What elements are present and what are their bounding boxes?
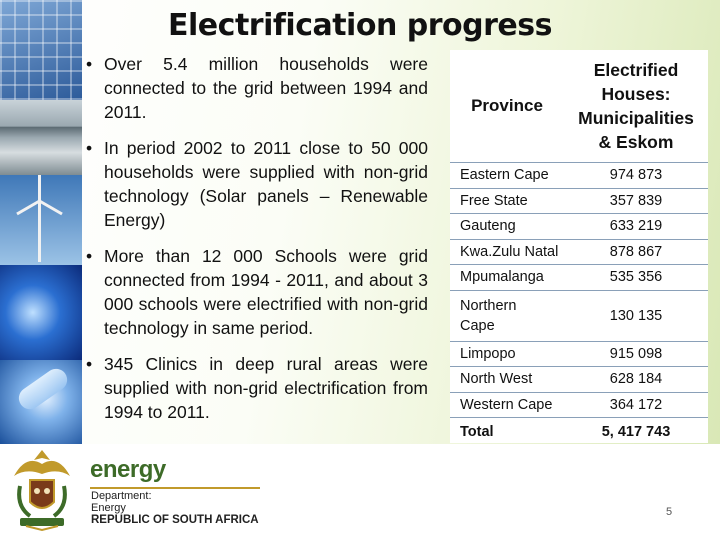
province-cell: Mpumalanga xyxy=(450,265,564,291)
province-line: Cape xyxy=(460,317,495,334)
solar-panel-photo xyxy=(0,0,82,100)
header-electrified-houses xyxy=(564,50,708,163)
country-name: REPUBLIC OF SOUTH AFRICA xyxy=(91,514,259,526)
value-cell: 915 098 xyxy=(564,341,708,367)
table-row xyxy=(450,341,708,367)
table-row xyxy=(450,367,708,393)
electrification-table xyxy=(450,50,708,443)
value-cell: 357 839 xyxy=(564,188,708,214)
table-row xyxy=(450,214,708,240)
province-cell: Kwa.Zulu Natal xyxy=(450,239,564,265)
table-row xyxy=(450,188,708,214)
total-label: Total xyxy=(450,418,564,447)
header-line: & Eskom xyxy=(598,132,674,152)
province-cell: Eastern Cape xyxy=(450,163,564,189)
value-cell: 628 184 xyxy=(564,367,708,393)
table-total-row xyxy=(450,418,708,447)
header-line: Municipalities xyxy=(578,108,694,128)
value-cell: 364 172 xyxy=(564,392,708,418)
department-label: Department: xyxy=(91,490,152,502)
value-cell: 535 356 xyxy=(564,265,708,291)
table-row xyxy=(450,290,708,341)
slide-title: Electrification progress xyxy=(168,8,552,43)
department-name: Energy xyxy=(91,502,126,514)
table-row xyxy=(450,392,708,418)
energy-glow-photo xyxy=(0,265,82,360)
bullet-clinics: • 345 Clinics in deep rural areas were supplied with non-grid electrification from 1994 to 2011. xyxy=(84,352,428,424)
province-cell: North West xyxy=(450,367,564,393)
bullet-list xyxy=(84,52,428,436)
bullet-non-grid-households: • In period 2002 to 2011 close to 50 000 households were supplied with non-grid technology (Solar panels – Renewable Energy) xyxy=(84,136,428,232)
table-header-row xyxy=(450,50,708,163)
bullet-households: • Over 5.4 million households were connected to the grid between 1994 and 2011. xyxy=(84,52,428,124)
table-row xyxy=(450,163,708,189)
header-line: Electrified xyxy=(593,60,679,80)
photo-strip xyxy=(0,0,82,444)
header-line: Houses: xyxy=(601,84,671,104)
province-cell: Gauteng xyxy=(450,214,564,240)
turbine-blade xyxy=(38,175,41,201)
province-cell: Limpopo xyxy=(450,341,564,367)
pipeline-photo xyxy=(0,100,82,175)
province-line: Northern xyxy=(460,297,517,314)
energy-brand-word: energy xyxy=(90,456,166,483)
value-cell: 633 219 xyxy=(564,214,708,240)
footer-divider xyxy=(90,487,260,489)
province-cell xyxy=(450,290,564,341)
bullet-schools: • More than 12 000 Schools were grid connected from 1994 - 2011, and about 3 000 schools were electrified with non-grid technology in same period. xyxy=(84,244,428,340)
coat-of-arms-icon xyxy=(6,446,78,532)
value-cell: 130 135 xyxy=(564,290,708,341)
table-row xyxy=(450,239,708,265)
turbine-tower xyxy=(38,200,41,262)
table-row xyxy=(450,265,708,291)
wind-turbine-photo xyxy=(0,175,82,265)
total-value: 5, 417 743 xyxy=(564,418,708,447)
value-cell: 974 873 xyxy=(564,163,708,189)
value-cell: 878 867 xyxy=(564,239,708,265)
province-cell: Free State xyxy=(450,188,564,214)
footer xyxy=(0,444,720,540)
header-province: Province xyxy=(471,96,543,115)
page-number: 5 xyxy=(666,506,673,518)
province-cell: Western Cape xyxy=(450,392,564,418)
